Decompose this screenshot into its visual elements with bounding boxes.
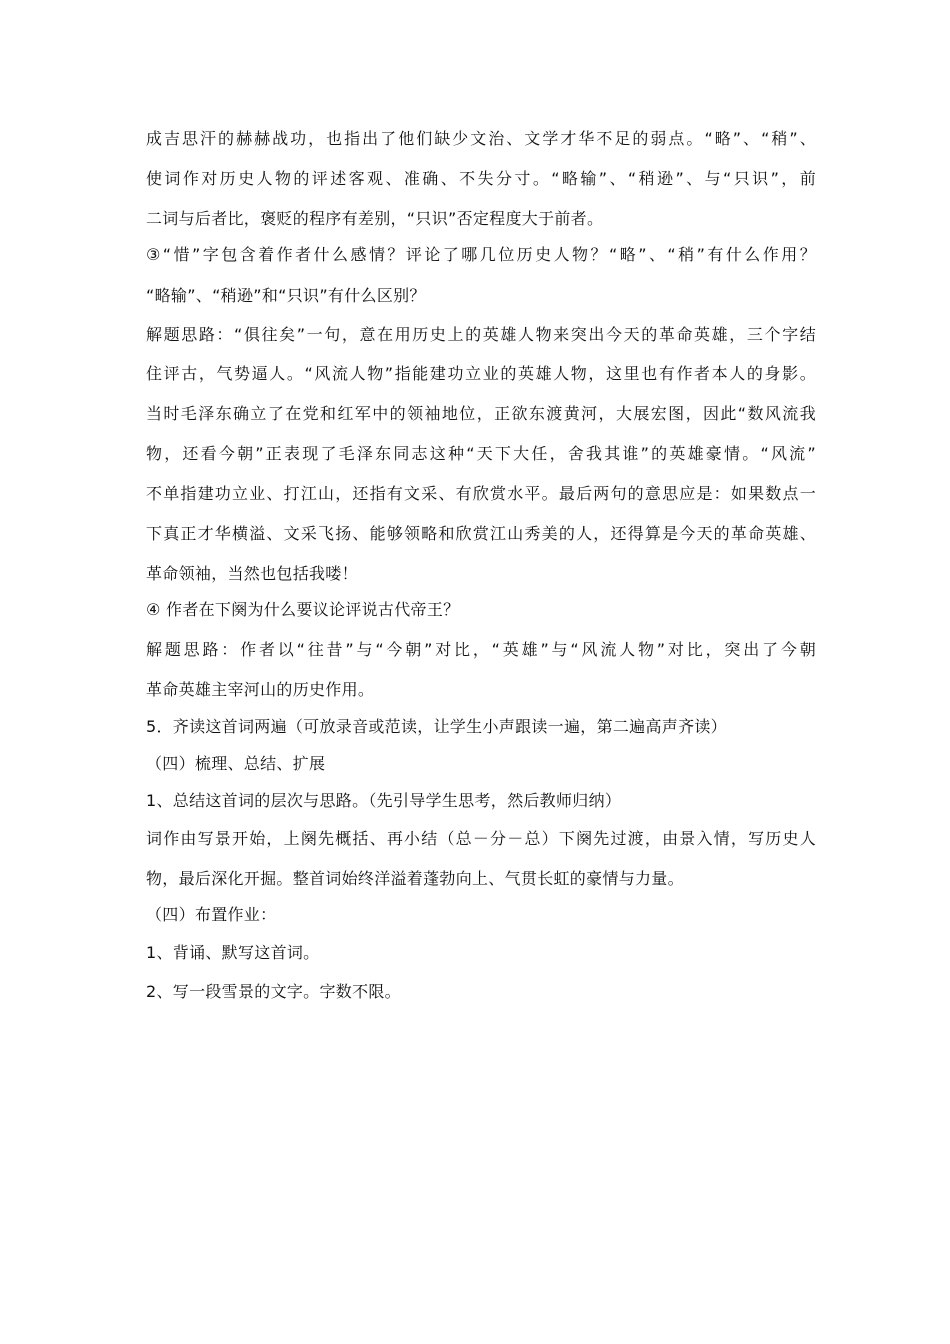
answer-line: 不单指建功立业、打江山，还指有文采、有欣赏水平。最后两句的意思应是：如果数点一 (146, 484, 816, 503)
answer-line: 革命领袖，当然也包括我喽！ (146, 564, 358, 583)
answer-line: 当时毛泽东确立了在党和红军中的领袖地位，正欲东渡黄河，大展宏图，因此“数风流我 (146, 404, 816, 423)
answer-line: 革命英雄主宰河山的历史作用。 (146, 680, 375, 699)
answer-line: 下真正才华横溢、文采飞扬、能够领略和欣赏江山秀美的人，还得算是今天的革命英雄、 (146, 524, 816, 543)
answer-line: 物，还看今朝”正表现了毛泽东同志这种“天下大任，舍我其谁”的英雄豪情。“风流” (146, 444, 816, 463)
answer-line: 解题思路：“俱往矣”一句，意在用历史上的英雄人物来突出今天的革命英雄，三个字结 (146, 325, 816, 344)
homework-item: 1、背诵、默写这首词。 (146, 943, 320, 962)
section-heading: （四）梳理、总结、扩展 (146, 754, 326, 773)
answer-line: 住评古，气势逼人。“风流人物”指能建功立业的英雄人物，这里也有作者本人的身影。 (146, 364, 816, 383)
question-line: ④ 作者在下阕为什么要议论评说古代帝王？ (146, 600, 460, 619)
task-line: 1、总结这首词的层次与思路。（先引导学生思考，然后教师归纳） (146, 791, 622, 810)
summary-line: 物，最后深化开掘。整首词始终洋溢着蓬勃向上、气贯长虹的豪情与力量。 (146, 869, 684, 888)
paragraph-line: 使词作对历史人物的评述客观、准确、不失分寸。“略输”、“稍逊”、与“只识”，前 (146, 169, 816, 188)
summary-line: 词作由写景开始，上阕先概括、再小结（总－分－总）下阕先过渡，由景入情，写历史人 (146, 829, 816, 848)
question-line: “略输”、“稍逊”和“只识”有什么区别？ (146, 286, 426, 305)
paragraph-line: 二词与后者比，褒贬的程序有差别，“只识”否定程度大于前者。 (146, 209, 604, 228)
step-line: 5．齐读这首词两遍（可放录音或范读，让学生小声跟读一遍，第二遍高声齐读） (146, 717, 727, 736)
paragraph-line: 成吉思汗的赫赫战功，也指出了他们缺少文治、文学才华不足的弱点。“略”、“稍”、 (146, 129, 816, 148)
homework-item: 2、写一段雪景的文字。字数不限。 (146, 982, 401, 1001)
question-line: ③“惜”字包含着作者什么感情？评论了哪几位历史人物？“略”、“稍”有什么作用？ (146, 245, 816, 264)
answer-line: 解题思路：作者以“往昔”与“今朝”对比，“英雄”与“风流人物”对比，突出了今朝 (146, 640, 816, 659)
section-heading: （四）布置作业： (146, 905, 277, 924)
